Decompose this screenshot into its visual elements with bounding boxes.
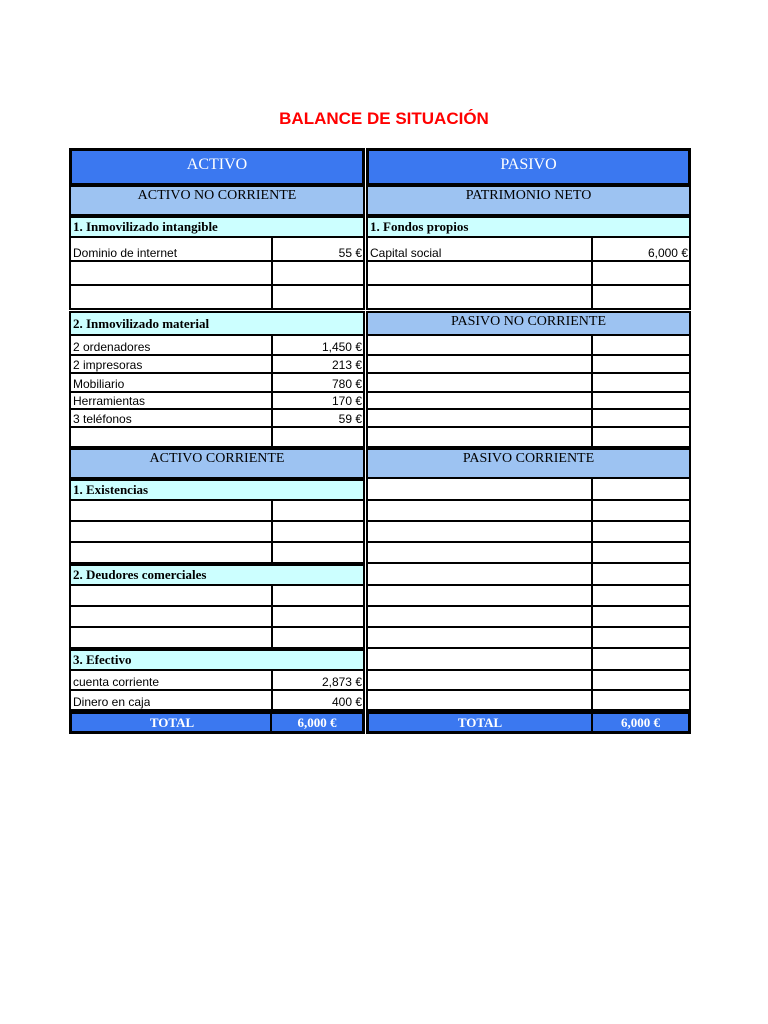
row-label: [368, 649, 370, 669]
row-label: Dinero en caja: [73, 695, 151, 709]
row-label: [71, 428, 73, 446]
efectivo-header: 3. Efectivo: [69, 649, 365, 671]
table-row[interactable]: [69, 522, 365, 543]
fondos-propios-header: 1. Fondos propios: [366, 216, 691, 238]
row-value: 400 €: [271, 691, 363, 709]
table-row[interactable]: [69, 356, 365, 374]
activo-total-row: [69, 711, 365, 734]
row-label: [368, 336, 370, 354]
row-value: 59 €: [271, 410, 363, 426]
row-value: [591, 262, 689, 284]
table-row[interactable]: [69, 607, 365, 628]
row-value: [271, 522, 363, 541]
row-label: [71, 522, 73, 541]
table-row[interactable]: [366, 479, 691, 501]
row-label: 2 ordenadores: [73, 340, 151, 354]
row-label: [368, 393, 370, 408]
row-label: Capital social: [370, 246, 442, 260]
row-label: [71, 586, 73, 605]
total-value: 6,000 €: [591, 714, 688, 731]
inmovilizado-intangible-header: 1. Inmovilizado intangible: [69, 216, 365, 238]
row-label: [368, 356, 370, 372]
row-label: [71, 286, 73, 308]
row-label: Mobiliario: [73, 377, 125, 391]
row-value: [591, 628, 689, 647]
row-label: [368, 564, 370, 584]
table-row[interactable]: [69, 374, 365, 393]
row-label: [71, 607, 73, 626]
table-row[interactable]: [366, 649, 691, 671]
row-value: [591, 393, 689, 408]
row-label: [368, 374, 370, 391]
row-value: [591, 564, 689, 584]
row-value: [591, 374, 689, 391]
row-value: [591, 522, 689, 541]
table-row[interactable]: [366, 543, 691, 564]
row-label: [71, 501, 73, 520]
table-row[interactable]: [69, 586, 365, 607]
row-value: 2,873 €: [271, 671, 363, 689]
row-value: [591, 586, 689, 605]
table-row[interactable]: [366, 671, 691, 691]
row-label: [368, 586, 370, 605]
row-value: 780 €: [271, 374, 363, 391]
row-value: [271, 607, 363, 626]
row-value: 170 €: [271, 393, 363, 408]
row-value: 213 €: [271, 356, 363, 372]
row-value: [271, 501, 363, 520]
row-value: 1,450 €: [271, 336, 363, 354]
row-label: [368, 428, 370, 446]
table-row[interactable]: [69, 691, 365, 711]
table-row[interactable]: [366, 428, 691, 448]
table-row[interactable]: [366, 393, 691, 410]
total-value: 6,000 €: [270, 714, 362, 731]
row-value: [591, 671, 689, 689]
table-row[interactable]: [69, 262, 365, 286]
row-label: Herramientas: [73, 394, 146, 408]
table-row[interactable]: [366, 607, 691, 628]
table-row[interactable]: [366, 628, 691, 649]
table-row[interactable]: [69, 238, 365, 262]
table-row[interactable]: [69, 410, 365, 428]
table-row[interactable]: [366, 286, 691, 310]
row-value: [591, 356, 689, 372]
row-value: [591, 691, 689, 709]
table-row[interactable]: [69, 628, 365, 649]
table-row[interactable]: [366, 691, 691, 711]
row-value: [591, 336, 689, 354]
total-label: TOTAL: [149, 714, 195, 730]
table-row[interactable]: [366, 522, 691, 543]
table-row[interactable]: [69, 428, 365, 448]
row-value: [271, 628, 363, 647]
table-row[interactable]: [366, 374, 691, 393]
row-label: Dominio de internet: [73, 246, 178, 260]
activo-corriente-header: ACTIVO CORRIENTE: [69, 448, 365, 479]
row-value: [591, 543, 689, 562]
row-value: [591, 428, 689, 446]
table-row[interactable]: [366, 238, 691, 262]
existencias-header: 1. Existencias: [69, 479, 365, 501]
row-value: [591, 501, 689, 520]
table-row[interactable]: [366, 336, 691, 356]
row-label: [368, 607, 370, 626]
row-value: [271, 428, 363, 446]
page-title: BALANCE DE SITUACIÓN: [279, 109, 489, 128]
row-value: 55 €: [271, 238, 363, 260]
patrimonio-neto-header: PATRIMONIO NETO: [366, 185, 691, 216]
row-label: [368, 501, 370, 520]
row-value: [591, 649, 689, 669]
row-label: [368, 671, 370, 689]
total-label: TOTAL: [457, 714, 503, 730]
row-value: [591, 607, 689, 626]
row-label: [368, 628, 370, 647]
row-label: 2 impresoras: [73, 358, 143, 372]
row-value: [271, 286, 363, 308]
deudores-comerciales-header: 2. Deudores comerciales: [69, 564, 365, 586]
row-label: [368, 691, 370, 709]
pasivo-total-row: [366, 711, 691, 734]
table-row[interactable]: [366, 356, 691, 374]
row-label: [368, 286, 370, 308]
row-value: [271, 262, 363, 284]
row-label: [71, 628, 73, 647]
table-row[interactable]: [366, 586, 691, 607]
table-row[interactable]: [69, 671, 365, 691]
row-label: cuenta corriente: [73, 675, 160, 689]
table-row[interactable]: [69, 501, 365, 522]
table-row[interactable]: [69, 336, 365, 356]
row-label: [368, 410, 370, 426]
activo-header: ACTIVO: [69, 148, 365, 186]
table-row[interactable]: [69, 543, 365, 564]
row-label: [368, 262, 370, 284]
row-value: [271, 543, 363, 562]
table-row[interactable]: [366, 501, 691, 522]
table-row[interactable]: [366, 410, 691, 428]
pasivo-corriente-header: PASIVO CORRIENTE: [366, 448, 691, 479]
row-label: [368, 479, 370, 499]
row-label: [71, 543, 73, 562]
row-value: [591, 286, 689, 308]
table-row[interactable]: [366, 564, 691, 586]
row-value: [271, 586, 363, 605]
activo-no-corriente-header: ACTIVO NO CORRIENTE: [69, 185, 365, 216]
table-row[interactable]: [366, 262, 691, 286]
pasivo-no-corriente-header: PASIVO NO CORRIENTE: [366, 311, 691, 336]
table-row[interactable]: [69, 393, 365, 410]
row-value: 6,000 €: [591, 238, 689, 260]
row-label: [368, 522, 370, 541]
row-value: [591, 479, 689, 499]
row-label: [368, 543, 370, 562]
row-value: [591, 410, 689, 426]
inmovilizado-material-header: 2. Inmovilizado material: [69, 311, 365, 336]
row-label: 3 teléfonos: [73, 412, 132, 426]
table-row[interactable]: [69, 286, 365, 310]
row-label: [71, 262, 73, 284]
pasivo-header: PASIVO: [366, 148, 691, 186]
